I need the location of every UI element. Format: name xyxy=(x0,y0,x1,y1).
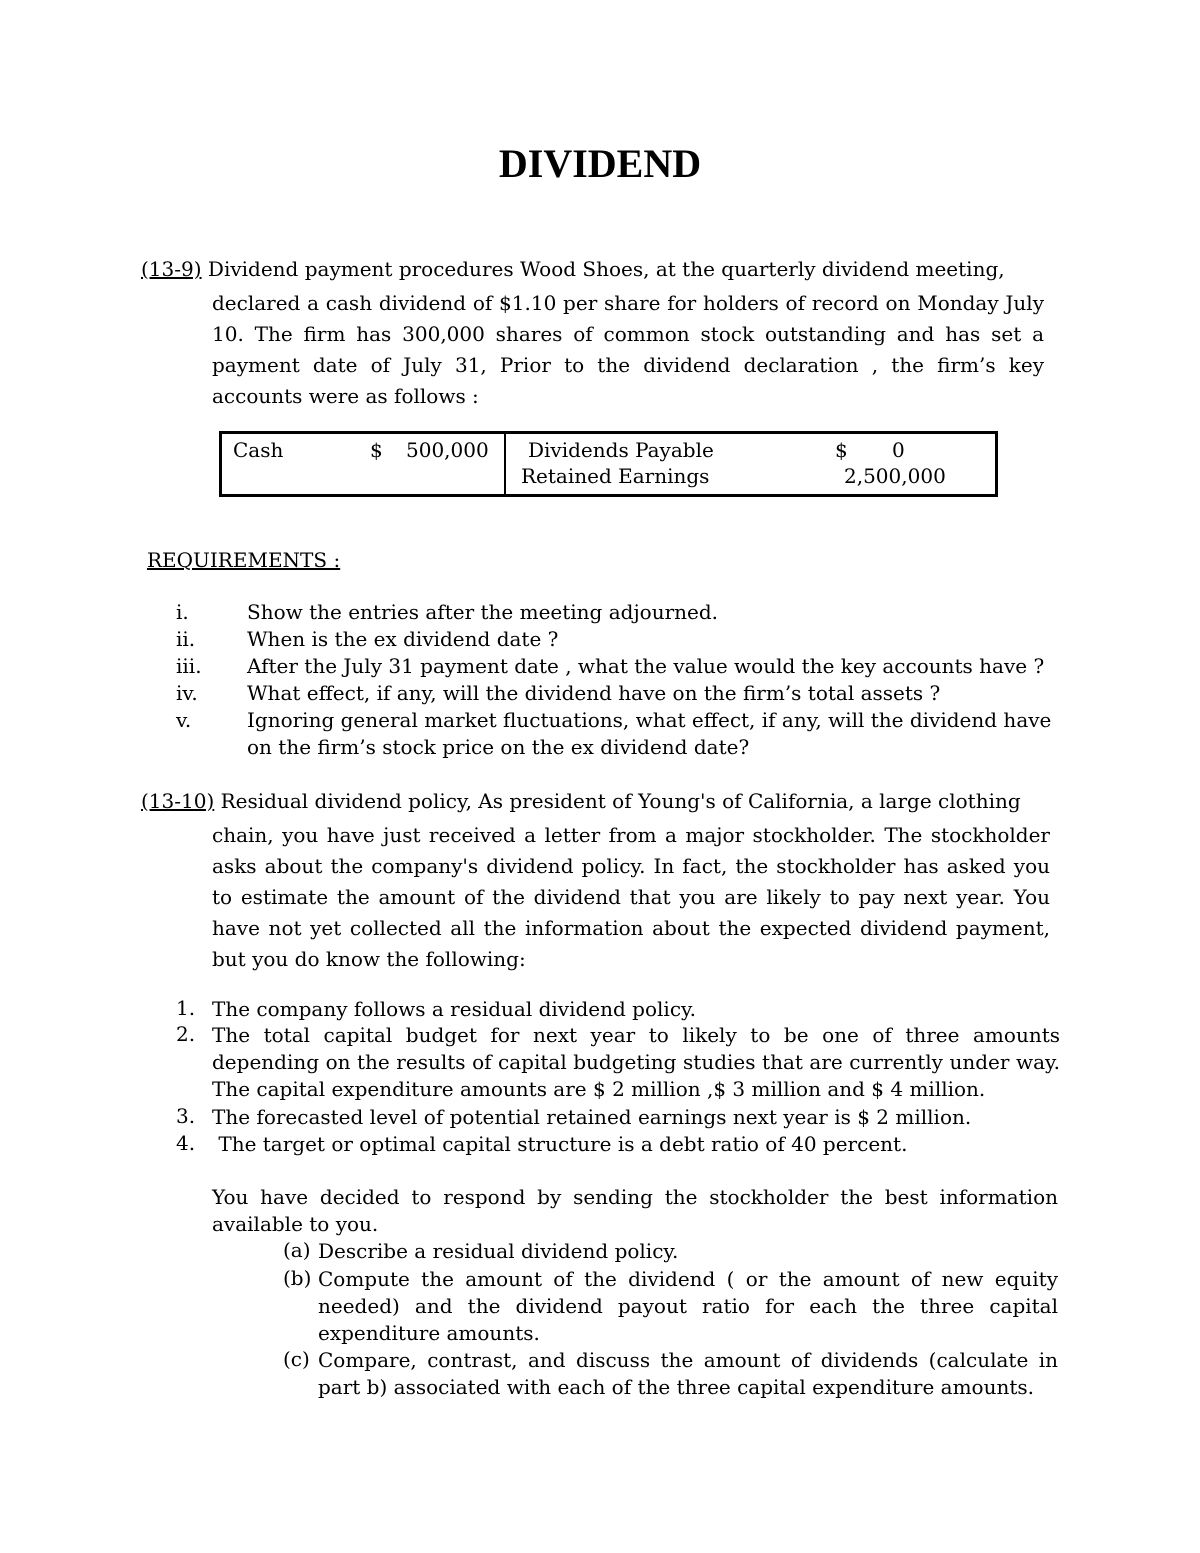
requirement-number: ii. xyxy=(176,627,196,651)
problem-13-10-heading-text: Residual dividend policy, As president of Young's of California, a large clothing xyxy=(214,789,1021,813)
fact-text: The total capital budget for next year to likely to be one of three amounts depending on the results of capital budgeting studies that are currently under way. The capital expenditure amounts are $ 2 million ,$ 3 million and $ 4 million. xyxy=(212,1023,1060,1101)
requirement-text: When is the ex dividend date ? xyxy=(247,627,559,651)
part-label: (b) xyxy=(283,1266,312,1290)
requirement-number: iii. xyxy=(176,654,202,678)
requirement-text: After the July 31 payment date , what the value would the key accounts have ? xyxy=(247,654,1045,678)
assets-cell xyxy=(221,433,506,496)
retained-earnings-label: Retained Earnings xyxy=(521,464,710,488)
problem-13-10-first-line xyxy=(141,789,1021,813)
dividends-payable-label: Dividends Payable xyxy=(528,438,714,462)
fact-text: The target or optimal capital structure is a debt ratio of 40 percent. xyxy=(212,1132,908,1156)
fact-text: The company follows a residual dividend policy. xyxy=(212,997,697,1021)
requirement-text-continued: on the firm’s stock price on the ex dividend date? xyxy=(247,735,750,759)
retained-earnings-value: 2,500,000 xyxy=(844,464,946,488)
requirement-text: What effect, if any, will the dividend have on the firm’s total assets ? xyxy=(247,681,941,705)
fact-number: 3. xyxy=(176,1104,196,1128)
key-accounts-table xyxy=(219,431,998,497)
cash-value: 500,000 xyxy=(406,438,489,462)
problem-13-9-body: declared a cash dividend of $1.10 per share for holders of record on Monday July 10. The firm has 300,000 shares of common stock outstanding and has set a payment date of July 31, Prior to the dividend declaration , the firm’s key accounts were as follows : xyxy=(212,291,1044,408)
fact-number: 2. xyxy=(176,1022,196,1046)
problem-13-9-heading-text: Dividend payment procedures Wood Shoes, at the quarterly dividend meeting, xyxy=(201,257,1005,281)
cash-label: Cash xyxy=(233,438,284,462)
cash-currency: $ xyxy=(370,438,383,462)
fact-number: 4. xyxy=(176,1131,196,1155)
fact-text: The forecasted level of potential retained earnings next year is $ 2 million. xyxy=(212,1105,972,1129)
liabilities-cell xyxy=(505,433,997,496)
part-text: Compare, contrast, and discuss the amount of dividends (calculate in part b) associated with each of the three capital expenditure amounts. xyxy=(318,1348,1058,1399)
requirement-number: i. xyxy=(176,600,189,624)
problem-13-9-label: (13-9) xyxy=(141,257,202,281)
problem-13-10-label: (13-10) xyxy=(141,789,215,813)
requirement-text: Ignoring general market fluctuations, what effect, if any, will the dividend have xyxy=(247,708,1052,732)
page-title: DIVIDEND xyxy=(498,141,702,186)
part-label: (a) xyxy=(283,1238,311,1262)
requirement-number: v. xyxy=(176,708,192,732)
requirement-number: iv. xyxy=(176,681,198,705)
dividends-payable-currency: $ xyxy=(835,438,848,462)
problem-13-10-body: chain, you have just received a letter from a major stockholder. The stockholder asks about the company's dividend policy. In fact, the stockholder has asked you to estimate the amount of the dividend that you are likely to pay next year. You have not yet collected all the information about the expected dividend payment, but you do know the following: xyxy=(212,823,1050,971)
dividends-payable-value: 0 xyxy=(892,438,905,462)
part-text: Describe a residual dividend policy. xyxy=(318,1239,679,1263)
fact-number: 1. xyxy=(176,996,196,1020)
part-text: Compute the amount of the dividend ( or the amount of new equity needed) and the dividend payout ratio for each the three capital expenditure amounts. xyxy=(318,1267,1058,1345)
problem-13-9-first-line xyxy=(141,257,1005,281)
requirements-heading: REQUIREMENTS : xyxy=(147,548,341,572)
part-label: (c) xyxy=(283,1347,310,1371)
requirement-text: Show the entries after the meeting adjourned. xyxy=(247,600,719,624)
response-paragraph: You have decided to respond by sending the stockholder the best information available to you. xyxy=(212,1185,1058,1236)
